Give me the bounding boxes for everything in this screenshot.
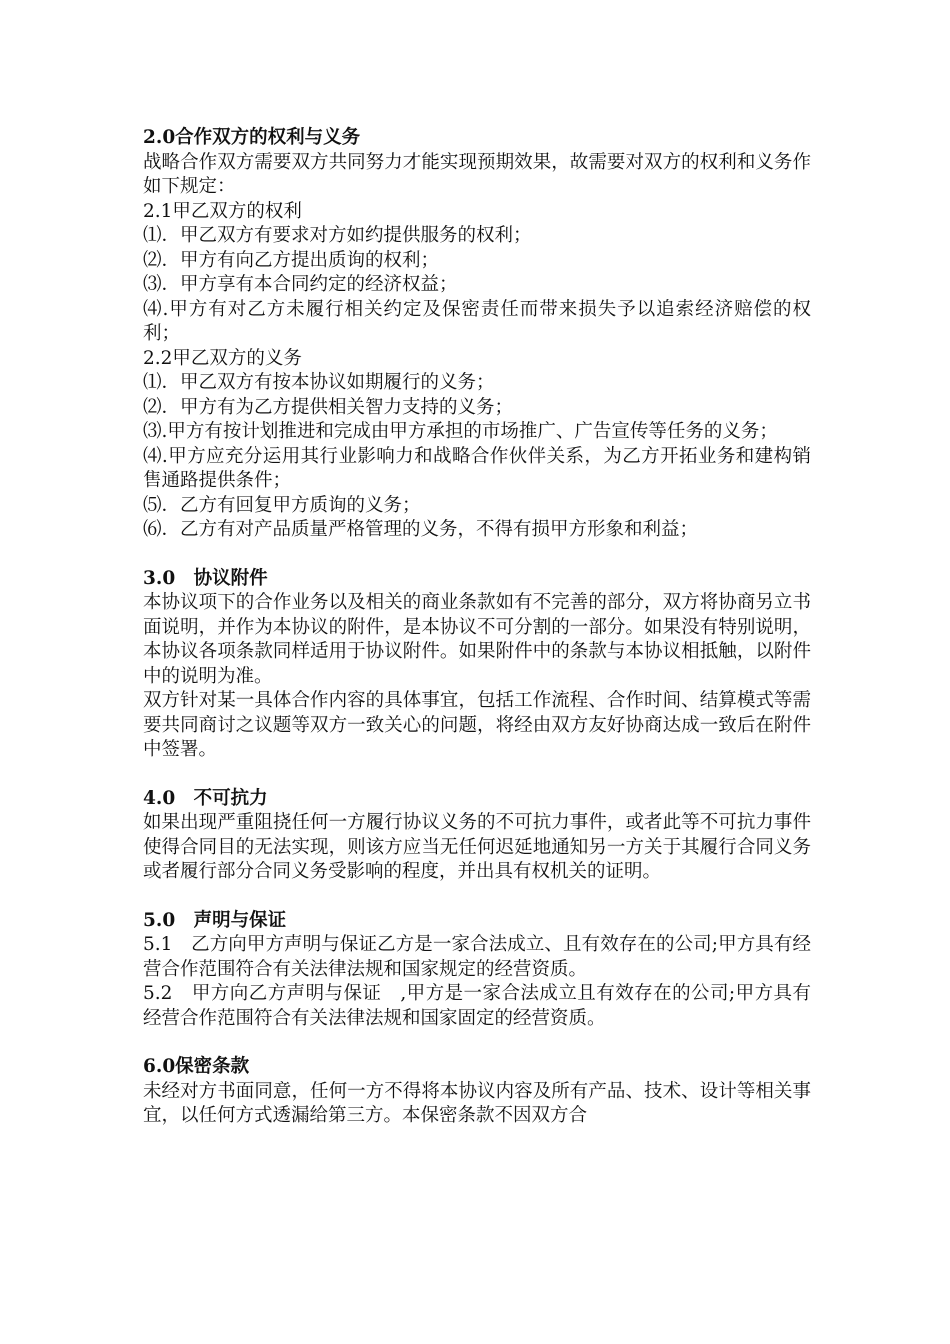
section-heading: 3.0 协议附件 xyxy=(143,567,268,589)
section-attachments xyxy=(143,567,811,763)
paragraph: 双方针对某一具体合作内容的具体事宜，包括工作流程、合作时间、结算模式等需要共同商讨之议题等双方一致关心的问题，将经由双方友好协商达成一致后在附件中签署。 xyxy=(143,690,811,760)
list-item: ⑶.甲方有按计划推进和完成由甲方承担的市场推广、广告宣传等任务的义务； xyxy=(143,421,778,442)
paragraph: 未经对方书面同意，任何一方不得将本协议内容及所有产品、技术、设计等相关事宜，以任何方式透漏给第三方。本保密条款不因双方合 xyxy=(143,1080,811,1126)
section-heading: 5.0 声明与保证 xyxy=(143,909,287,931)
list-item: ⑵．甲方有为乙方提供相关智力支持的义务； xyxy=(143,396,514,418)
list-item: ⑴．甲乙双方有要求对方如约提供服务的权利； xyxy=(143,225,532,246)
list-item: ⑹．乙方有对产品质量严格管理的义务，不得有损甲方形象和利益； xyxy=(143,519,699,540)
section-confidentiality xyxy=(143,1055,811,1129)
section-rights-obligations xyxy=(143,126,811,543)
list-item: ⑷.甲方应充分运用其行业影响力和战略合作伙伴关系，为乙方开拓业务和建构销售通路提供条件； xyxy=(143,445,811,491)
paragraph: 如果出现严重阻挠任何一方履行协议义务的不可抗力事件，或者此等不可抗力事件使得合同目的无法实现，则该方应当无任何迟延地通知另一方关于其履行合同义务或者履行部分合同义务受影响的程度，并出具有权机关的证明。 xyxy=(143,812,811,882)
list-item: ⑶．甲方享有本合同约定的经济权益； xyxy=(143,274,458,295)
document-page xyxy=(143,126,811,1129)
paragraph: 5.2 甲方向乙方声明与保证 ,甲方是一家合法成立且有效存在的公司;甲方具有经营合作范围符合有关法律法规和国家固定的经营资质。 xyxy=(143,983,811,1029)
list-item: ⑴．甲乙双方有按本协议如期履行的义务； xyxy=(143,372,495,393)
list-item: ⑸．乙方有回复甲方质询的义务； xyxy=(143,494,421,516)
list-item: ⑷.甲方有对乙方未履行相关约定及保密责任而带来损失予以追索经济赔偿的权利； xyxy=(143,298,811,344)
paragraph: 战略合作双方需要双方共同努力才能实现预期效果，故需要对双方的权利和义务作如下规定： xyxy=(143,151,811,197)
subheading: 2.1甲乙双方的权利 xyxy=(143,200,302,222)
section-force-majeure xyxy=(143,787,811,885)
section-representations xyxy=(143,909,811,1032)
subheading: 2.2甲乙双方的义务 xyxy=(143,347,302,369)
paragraph: 本协议项下的合作业务以及相关的商业条款如有不完善的部分，双方将协商另立书面说明，并作为本协议的附件，是本协议不可分割的一部分。如果没有特别说明，本协议各项条款同样适用于协议附件。如果附件中的条款与本协议相抵触，以附件中的说明为准。 xyxy=(143,592,811,687)
section-heading: 2.0合作双方的权利与义务 xyxy=(143,127,361,148)
section-heading: 6.0保密条款 xyxy=(143,1056,250,1077)
list-item: ⑵．甲方有向乙方提出质询的权利； xyxy=(143,249,440,271)
section-heading: 4.0 不可抗力 xyxy=(143,787,268,809)
paragraph: 5.1 乙方向甲方声明与保证乙方是一家合法成立、且有效存在的公司;甲方具有经营合作范围符合有关法律法规和国家规定的经营资质。 xyxy=(143,934,811,980)
